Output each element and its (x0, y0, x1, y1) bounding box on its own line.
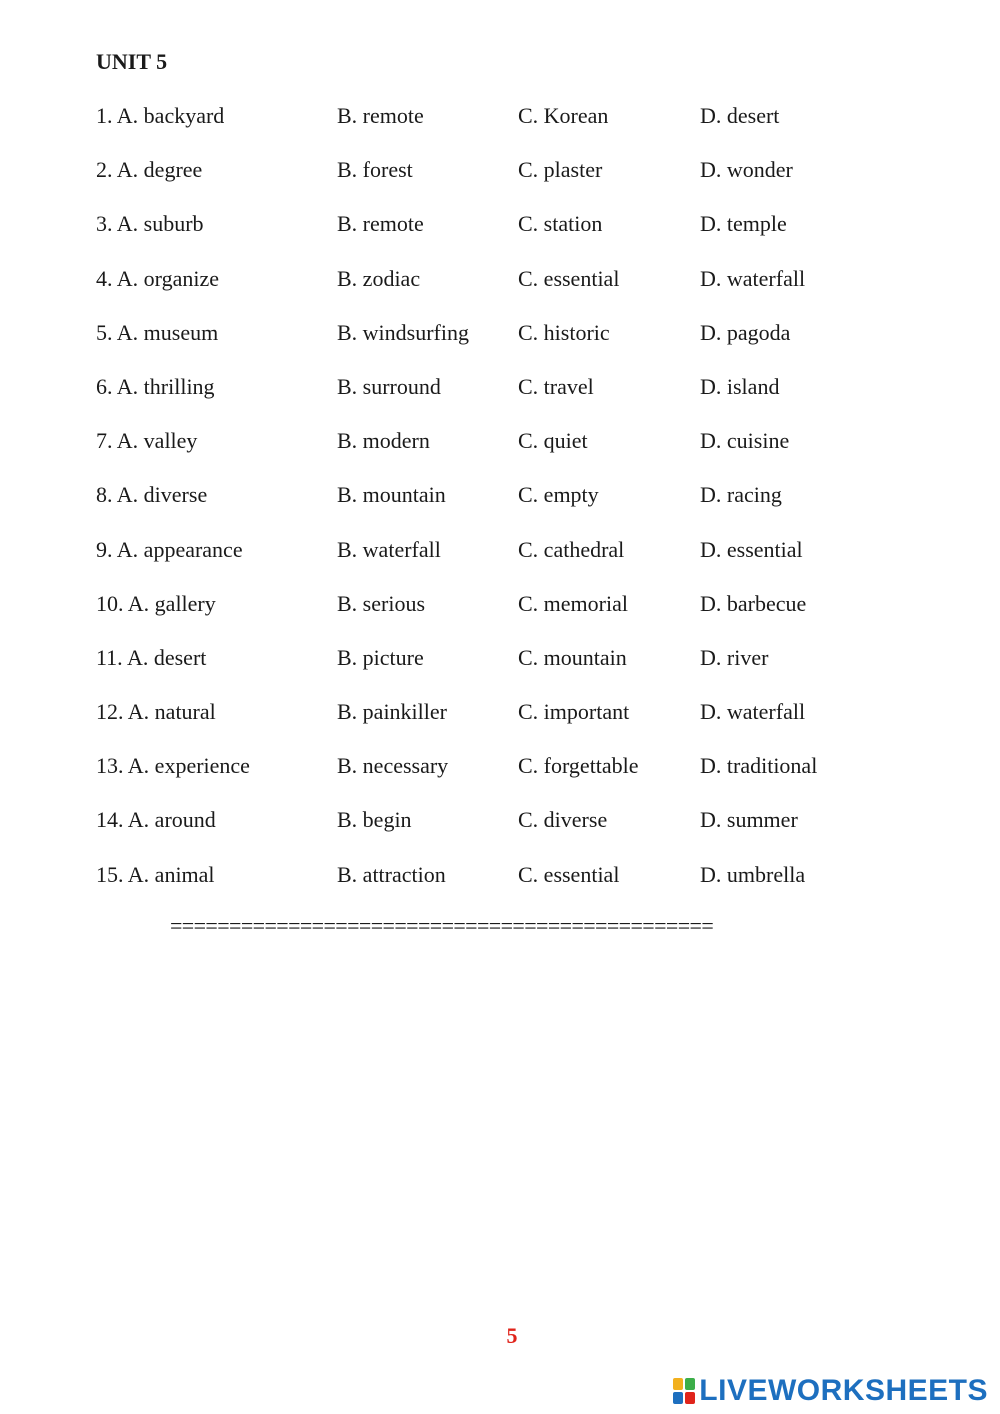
option-c: C. station (518, 211, 603, 237)
question-row (96, 210, 916, 264)
option-a: 3. A. suburb (96, 211, 204, 237)
unit-title: UNIT 5 (96, 49, 168, 74)
option-d: D. cuisine (700, 428, 790, 454)
option-a: 9. A. appearance (96, 536, 243, 562)
option-d: D. island (700, 373, 780, 399)
option-c: C. forgettable (518, 753, 639, 779)
option-b: B. picture (337, 644, 424, 670)
option-a: 6. A. thrilling (96, 373, 215, 399)
option-a: 10. A. gallery (96, 590, 216, 616)
option-a: 2. A. degree (96, 157, 203, 183)
option-a: 15. A. animal (96, 861, 215, 887)
separator-line: ============================================== (170, 913, 714, 938)
option-b: B. remote (337, 103, 424, 128)
option-a: 7. A. valley (96, 428, 198, 454)
option-c: C. plaster (518, 157, 603, 183)
option-b: B. surround (337, 373, 441, 399)
option-c: C. essential (518, 861, 620, 887)
option-b: B. remote (337, 211, 424, 237)
option-c: C. quiet (518, 428, 588, 454)
option-c: C. diverse (518, 807, 608, 833)
option-d: D. traditional (700, 753, 818, 779)
option-b: B. begin (337, 807, 412, 833)
option-c: C. mountain (518, 644, 627, 670)
question-row (96, 698, 916, 752)
option-d: D. desert (700, 103, 780, 128)
option-b: B. modern (337, 428, 430, 454)
option-c: C. essential (518, 265, 620, 291)
option-a: 13. A. experience (96, 753, 250, 779)
option-b: B. attraction (337, 861, 446, 887)
option-d: D. pagoda (700, 319, 791, 345)
option-c: C. important (518, 699, 630, 725)
option-b: B. necessary (337, 753, 449, 779)
page-number: 5 (506, 1323, 518, 1348)
option-a: 11. A. desert (96, 644, 207, 670)
question-row (96, 752, 916, 806)
question-row (96, 265, 916, 319)
option-a: 12. A. natural (96, 699, 216, 725)
question-row (96, 319, 916, 373)
question-row (96, 536, 916, 590)
option-d: D. racing (700, 482, 782, 508)
question-row (96, 102, 916, 156)
question-row (96, 806, 916, 860)
option-c: C. empty (518, 482, 599, 508)
option-d: D. essential (700, 536, 803, 562)
option-b: B. waterfall (337, 536, 441, 562)
option-d: D. barbecue (700, 590, 807, 616)
question-row (96, 373, 916, 427)
brand-watermark (673, 1374, 988, 1408)
option-b: B. zodiac (337, 265, 421, 291)
option-d: D. temple (700, 211, 787, 237)
question-row (96, 590, 916, 644)
option-a: 4. A. organize (96, 265, 220, 291)
question-row (96, 156, 916, 210)
liveworksheets-logo-icon (673, 1378, 695, 1404)
question-row (96, 861, 916, 915)
option-d: D. summer (700, 807, 798, 833)
option-d: D. river (700, 644, 769, 670)
option-b: B. mountain (337, 482, 446, 508)
option-c: C. Korean (518, 103, 609, 128)
option-a: 5. A. museum (96, 319, 219, 345)
option-b: B. painkiller (337, 699, 447, 725)
question-row (96, 427, 916, 481)
option-d: D. waterfall (700, 699, 806, 725)
question-list (96, 102, 916, 915)
option-b: B. forest (337, 157, 413, 183)
brand-name: LIVEWORKSHEETS (699, 1374, 988, 1407)
option-d: D. waterfall (700, 265, 806, 291)
option-a: 1. A. backyard (96, 103, 225, 128)
option-d: D. wonder (700, 157, 793, 183)
option-c: C. travel (518, 373, 594, 399)
option-d: D. umbrella (700, 861, 806, 887)
option-c: C. cathedral (518, 536, 625, 562)
option-b: B. serious (337, 590, 425, 616)
question-row (96, 644, 916, 698)
option-c: C. historic (518, 319, 610, 345)
question-row (96, 481, 916, 535)
option-c: C. memorial (518, 590, 628, 616)
option-a: 14. A. around (96, 807, 216, 833)
option-a: 8. A. diverse (96, 482, 208, 508)
option-b: B. windsurfing (337, 319, 469, 345)
